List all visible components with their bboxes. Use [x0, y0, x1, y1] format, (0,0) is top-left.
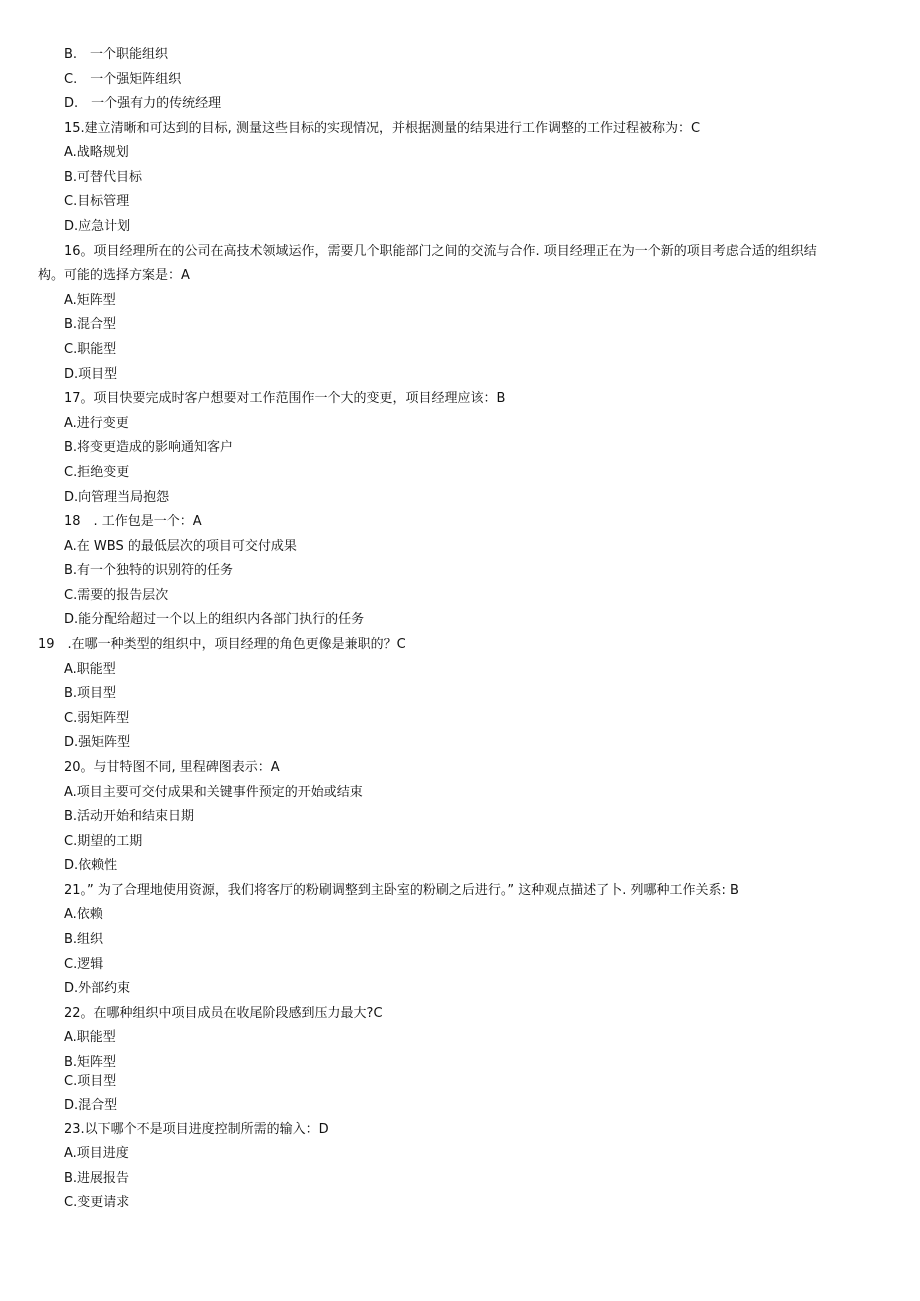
- question-16: 16。项目经理所在的公司在高技术领域运作，需要几个职能部门之间的交流与合作. 项目经理正在为一个新的项目考虑合适的组织结: [64, 244, 817, 259]
- option-b: B.混合型: [64, 317, 117, 332]
- option-b: B.有一个独特的识别符的任务: [64, 563, 234, 578]
- option-b: B.组织: [64, 932, 104, 947]
- option-d: D.应急计划: [64, 219, 131, 234]
- option-c: C.期望的工期: [64, 834, 143, 849]
- option-c: C.目标管理: [64, 194, 130, 209]
- question-16-continuation: 构。可能的选择方案是：A: [38, 268, 190, 283]
- option-a: A.进行变更: [64, 416, 129, 431]
- option-a: A.在 WBS 的最低层次的项目可交付成果: [64, 539, 297, 554]
- question-15: 15.建立清晰和可达到的目标, 测量这些目标的实现情况，并根据测量的结果进行工作调整的工作过程被称为：C: [64, 121, 701, 136]
- option-d: D.依赖性: [64, 858, 118, 873]
- option-c: C.变更请求: [64, 1195, 130, 1210]
- option-d: D.能分配给超过一个以上的组织内各部门执行的任务: [64, 612, 365, 627]
- option-a: A.项目主要可交付成果和关键事件预定的开始或结束: [64, 785, 363, 800]
- option-c: C.职能型: [64, 342, 117, 357]
- option-c: C.需要的报告层次: [64, 588, 169, 603]
- option-c: C.拒绝变更: [64, 465, 130, 480]
- option-c: C.项目型: [64, 1074, 117, 1089]
- option-a: A.战略规划: [64, 145, 129, 160]
- option-d: D.项目型: [64, 367, 118, 382]
- option-b: B.矩阵型: [64, 1055, 117, 1070]
- option-b: B.项目型: [64, 686, 117, 701]
- option-b: B.活动开始和结束日期: [64, 809, 195, 824]
- question-21: 21。” 为了合理地使用资源，我们将客厅的粉刷调整到主卧室的粉刷之后进行。” 这种观点描述了卜. 列哪种工作关系: B: [64, 883, 739, 898]
- option-c: C. 一个强矩阵组织: [64, 72, 182, 87]
- option-a: A.依赖: [64, 907, 103, 922]
- option-a: A.职能型: [64, 662, 116, 677]
- option-d: D.强矩阵型: [64, 735, 131, 750]
- option-d: D.混合型: [64, 1098, 118, 1113]
- option-a: A.职能型: [64, 1030, 116, 1045]
- question-23: 23.以下哪个不是项目进度控制所需的输入：D: [64, 1122, 329, 1137]
- option-b: B.将变更造成的影响通知客户: [64, 440, 234, 455]
- question-19: 19 .在哪一种类型的组织中，项目经理的角色更像是兼职的？C: [38, 637, 406, 652]
- question-20: 20。与甘特图不同, 里程碑图表示：A: [64, 760, 280, 775]
- option-b: B. 一个职能组织: [64, 47, 169, 62]
- option-d: D.外部约束: [64, 981, 131, 996]
- option-b: B.可替代目标: [64, 170, 143, 185]
- option-b: B.进展报告: [64, 1171, 130, 1186]
- option-c: C.弱矩阵型: [64, 711, 130, 726]
- option-a: A.矩阵型: [64, 293, 116, 308]
- option-a: A.项目进度: [64, 1146, 129, 1161]
- option-d: D. 一个强有力的传统经理: [64, 96, 222, 111]
- question-18: 18 . 工作包是一个：A: [64, 514, 202, 529]
- question-17: 17。项目快要完成时客户想要对工作范围作一个大的变更，项目经理应该：B: [64, 391, 506, 406]
- option-c: C.逻辑: [64, 957, 104, 972]
- option-d: D.向管理当局抱怨: [64, 490, 170, 505]
- question-22: 22。在哪种组织中项目成员在收尾阶段感到压力最大?C: [64, 1006, 383, 1021]
